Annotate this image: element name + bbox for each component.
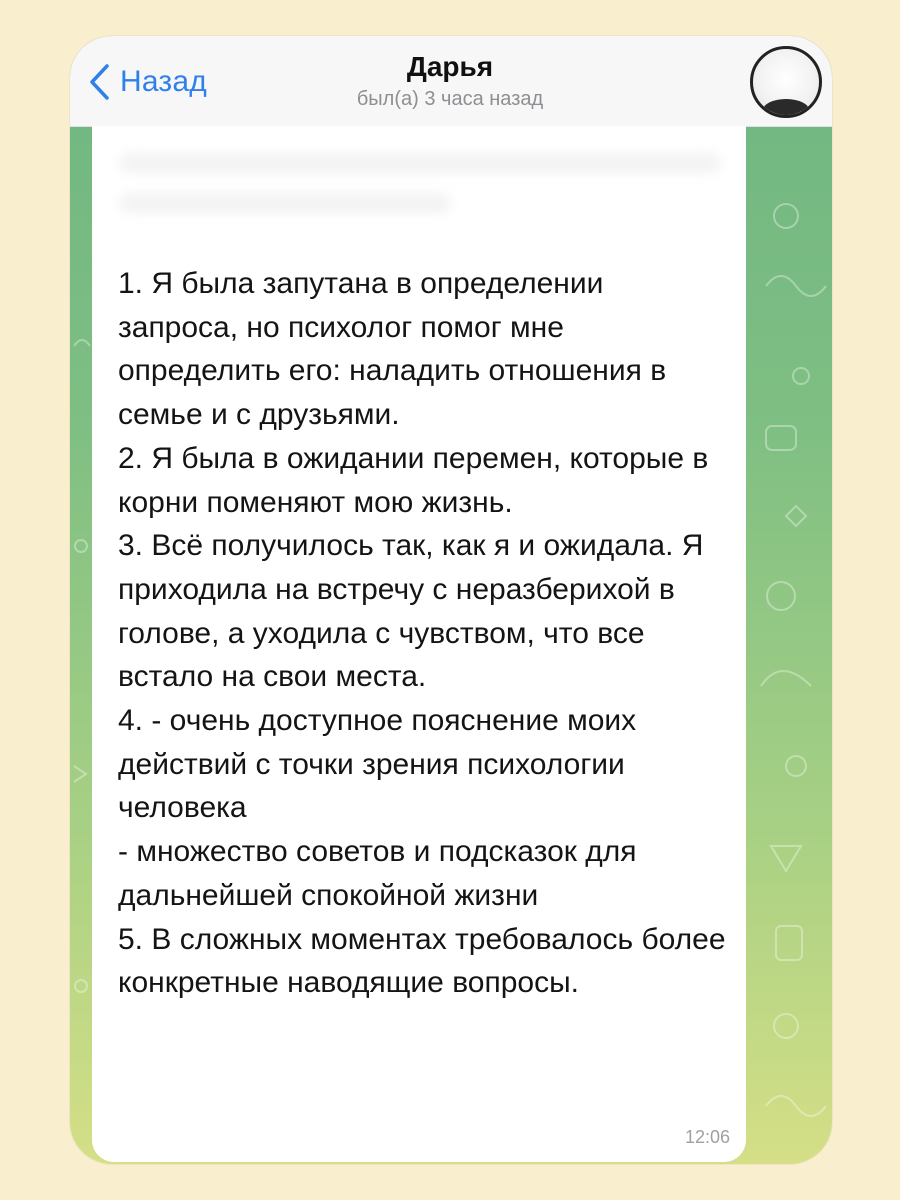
message-bubble[interactable] [92,126,746,1162]
chat-title-block[interactable] [230,50,670,112]
avatar[interactable] [750,46,822,118]
chat-header [70,36,832,127]
chevron-left-icon [88,63,110,101]
back-label: Назад [120,65,207,98]
message-time: 12:06 [684,1127,730,1147]
back-button[interactable] [88,60,207,104]
chat-title: Дарья [406,51,494,82]
wallpaper-pattern [746,126,832,1164]
wallpaper-pattern-left [70,126,92,1164]
last-seen-status: был(а) 3 часа назад [356,88,544,110]
chat-window [70,36,832,1164]
blurred-text [120,144,720,234]
message-text: 1. Я была запутана в определении запроса, но психолог помог мне определить его: наладить отношения в семье и с друзьями. 2. Я была в ожидании перемен, которые в корни поменяют мою жизнь. 3. Всё получилось так, как я и ожидала. Я приходила на встречу с неразберихой в голове, а уходила с чувством, что все встало на свои места. 4. - очень доступное пояснение моих действий с точки зрения психологии человека - множество советов и подсказок для дальнейшей спокойной жизни 5. В сложных моментах требовалось более конкретные наводящие вопросы. [118,267,726,1000]
